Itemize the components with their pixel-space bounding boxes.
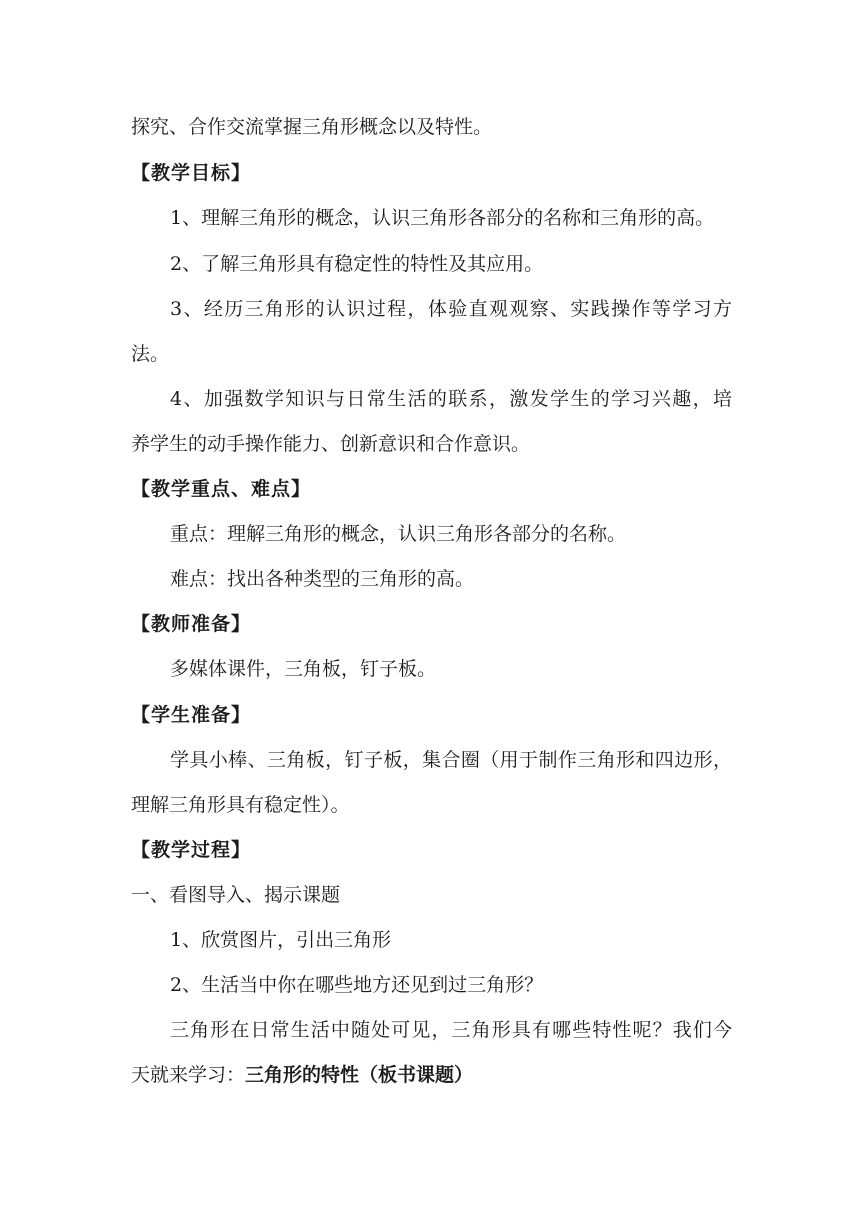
process-heading: 【教学过程】: [131, 839, 252, 861]
section-1-title: 一、看图导入、揭示课题: [131, 884, 341, 906]
goals-heading: 【教学目标】: [131, 162, 252, 184]
step-2: 2、生活当中你在哪些地方还见到过三角形？: [170, 974, 544, 996]
student-prep-line1: 学具小棒、三角板，钉子板，集合圈（用于制作三角形和四边形，: [170, 749, 732, 771]
closing-line2: [131, 1062, 731, 1088]
difficult-point: 难点：找出各种类型的三角形的高。: [170, 568, 475, 590]
goal-4-line2: 养学生的动手操作能力、创新意识和合作意识。: [131, 433, 531, 455]
goal-1: 1、理解三角形的概念，认识三角形各部分的名称和三角形的高。: [170, 207, 715, 229]
step-1: 1、欣赏图片，引出三角形: [170, 929, 392, 951]
key-points-heading: 【教学重点、难点】: [131, 478, 312, 500]
teacher-prep-heading: 【教师准备】: [131, 613, 252, 635]
teacher-prep: 多媒体课件，三角板，钉子板。: [170, 658, 437, 680]
lesson-title: 三角形的特性（板书课题）: [245, 1064, 474, 1086]
goal-3-line2: 法。: [131, 343, 170, 365]
closing-line2-prefix: 天就来学习：: [131, 1064, 246, 1086]
student-prep-line2: 理解三角形具有稳定性）。: [131, 794, 350, 816]
goal-2: 2、了解三角形具有稳定性的特性及其应用。: [170, 253, 544, 275]
closing-line1: 三角形在日常生活中随处可见，三角形具有哪些特性呢？我们今: [170, 1019, 732, 1041]
key-point: 重点：理解三角形的概念，认识三角形各部分的名称。: [170, 523, 627, 545]
student-prep-heading: 【学生准备】: [131, 704, 252, 726]
intro-paragraph-tail: 探究、合作交流掌握三角形概念以及特性。: [131, 116, 493, 138]
goal-4-line1: 4、加强数学知识与日常生活的联系，激发学生的学习兴趣，培: [170, 388, 732, 410]
goal-3-line1: 3、经历三角形的认识过程，体验直观观察、实践操作等学习方: [170, 298, 732, 320]
